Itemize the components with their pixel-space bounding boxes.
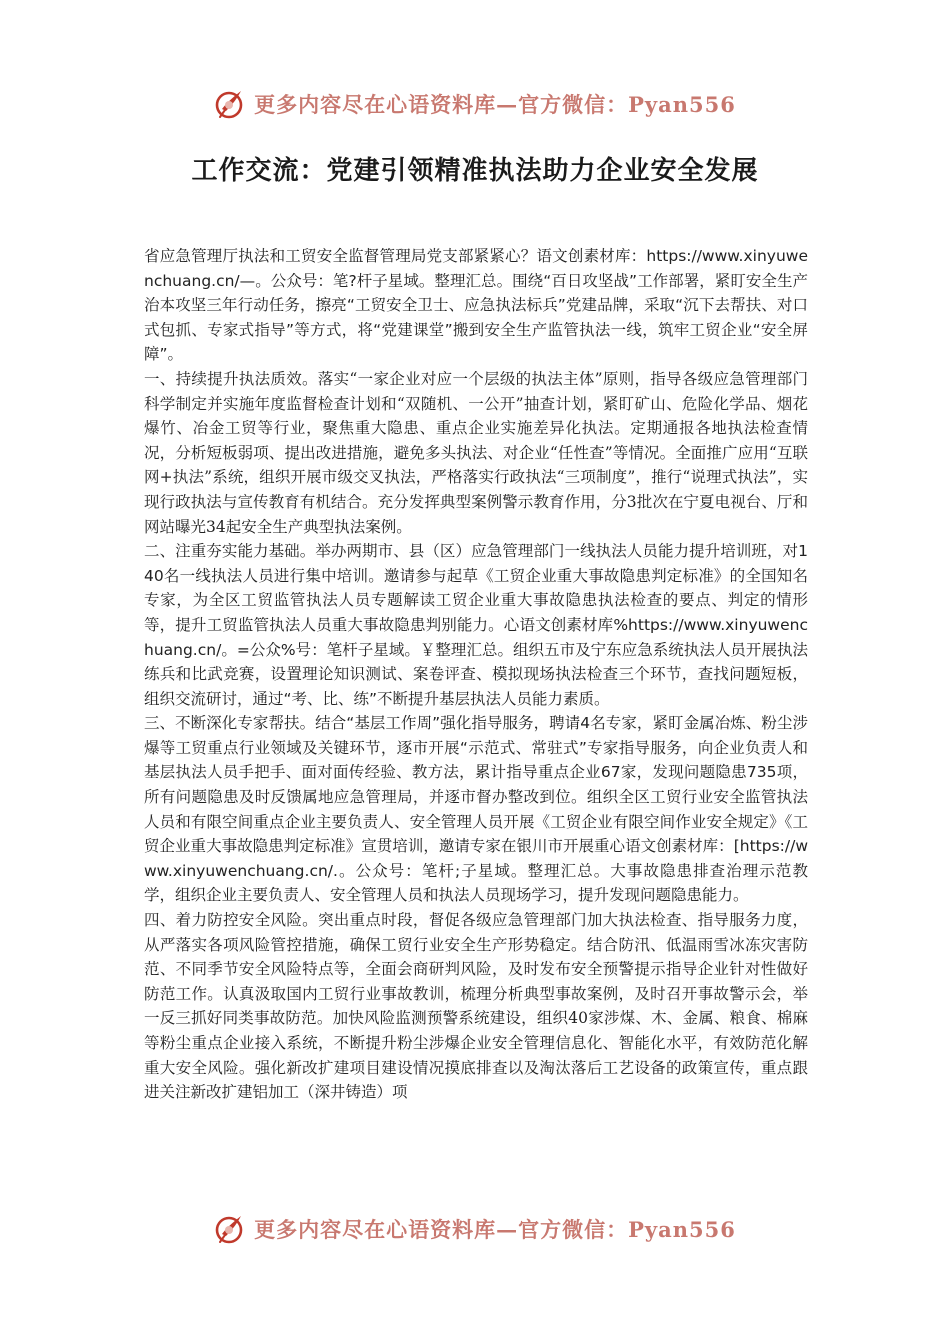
banner-text: 更多内容尽在心语资料库—官方微信：Pyan556 bbox=[254, 92, 736, 117]
header-banner bbox=[0, 82, 950, 126]
footer-banner bbox=[0, 1207, 950, 1251]
document-title: 工作交流：党建引领精准执法助力企业安全发展 bbox=[191, 156, 759, 186]
intro-paragraph: 省应急管理厅执法和工贸安全监督管理局党支部紧紧心？语文创素材库：https://www.xinyuwenchuang.cn/—。公众号：笔?杆子星域。整理汇总。围绕“百日攻坚战”工作部署，紧盯安全生产治本攻坚三年行动任务，擦亮“工贸安全卫士、应急执法标兵”党建品牌，采取“沉下去帮扶、对口式包抓、专家式指导”等方式，将“党建课堂”搬到安全生产监管执法一线，筑牢工贸企业“安全屏障”。 bbox=[144, 247, 808, 364]
document-body bbox=[144, 244, 808, 1105]
quill-pen-logo-icon bbox=[214, 1212, 248, 1246]
section-3-paragraph: 三、不断深化专家帮扶。结合“基层工作周”强化指导服务，聘请4名专家，紧盯金属冶炼、粉尘涉爆等工贸重点行业领域及关键环节，逐市开展“示范式、常驻式”专家指导服务，向企业负责人和基层执法人员手把手、面对面传经验、教方法，累计指导重点企业67家，发现问题隐患735项，所有问题隐患及时反馈属地应急管理局，并逐市督办整改到位。组织全区工贸行业安全监管执法人员和有限空间重点企业主要负责人、安全管理人员开展《工贸企业有限空间作业安全规定》《工贸企业重大事故隐患判定标准》宣贯培训，邀请专家在银川市开展重心语文创素材库：[https://www.xinyuwenchuang.cn/.。公众号：笔杆;子星域。整理汇总。大事故隐患排查治理示范教学，组织企业主要负责人、安全管理人员和执法人员现场学习，提升发现问题隐患能力。 bbox=[144, 714, 808, 905]
banner-text: 更多内容尽在心语资料库—官方微信：Pyan556 bbox=[254, 1217, 736, 1242]
section-1-paragraph: 一、持续提升执法质效。落实“一家企业对应一个层级的执法主体”原则，指导各级应急管理部门科学制定并实施年度监督检查计划和“双随机、一公开”抽查计划，紧盯矿山、危险化学品、烟花爆竹、冶金工贸等行业，聚焦重大隐患、重点企业实施差异化执法。定期通报各地执法检查情况，分析短板弱项、提出改进措施，避免多头执法、对企业“任性查”等情况。全面推广应用“互联网+执法”系统，组织开展市级交叉执法，严格落实行政执法“三项制度”，推行“说理式执法”，实现行政执法与宣传教育有机结合。充分发挥典型案例警示教育作用，分3批次在宁夏电视台、厅和网站曝光34起安全生产典型执法案例。 bbox=[144, 369, 808, 536]
section-4-paragraph: 四、着力防控安全风险。突出重点时段，督促各级应急管理部门加大执法检查、指导服务力度，从严落实各项风险管控措施，确保工贸行业安全生产形势稳定。结合防汛、低温雨雪冰冻灾害防范、不同季节安全风险特点等，全面会商研判风险，及时发布安全预警提示指导企业针对性做好防范工作。认真汲取国内工贸行业事故教训，梳理分析典型事故案例，及时召开事故警示会，举一反三抓好同类事故防范。加快风险监测预警系统建设，组织40家涉煤、木、金属、粮食、棉麻等粉尘重点企业接入系统，不断提升粉尘涉爆企业安全管理信息化、智能化水平，有效防范化解重大安全风险。强化新改扩建项目建设情况摸底排查以及淘汰落后工艺设备的政策宣传，重点跟进关注新改扩建铝加工（深井铸造）项 bbox=[144, 911, 808, 1102]
section-2-paragraph: 二、注重夯实能力基础。举办两期市、县（区）应急管理部门一线执法人员能力提升培训班，对140名一线执法人员进行集中培训。邀请参与起草《工贸企业重大事故隐患判定标准》的全国知名专家，为全区工贸监管执法人员专题解读工贸企业重大事故隐患执法检查的要点、判定的情形等，提升工贸监管执法人员重大事故隐患判别能力。心语文创素材库%https://www.xinyuwenchuang.cn/。=公众%号：笔杆子星域。￥整理汇总。组织五市及宁东应急系统执法人员开展执法练兵和比武竞赛，设置理论知识测试、案卷评查、模拟现场执法检查三个环节，查找问题短板，组织交流研讨，通过“考、比、练”不断提升基层执法人员能力素质。 bbox=[144, 542, 808, 708]
quill-pen-logo-icon bbox=[214, 87, 248, 121]
